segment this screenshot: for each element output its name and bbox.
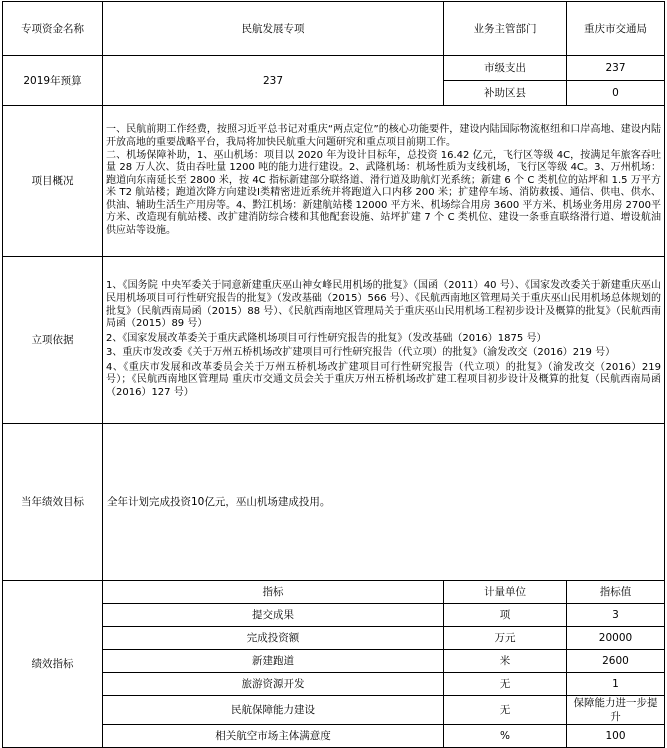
- performance-header-row: [3, 581, 665, 604]
- unit-cell: 无: [444, 673, 567, 696]
- unit-cell: %: [444, 725, 567, 748]
- annual-goal-text: 全年计划完成投资10亿元，巫山机场建成投用。: [103, 424, 665, 581]
- value-cell: 3: [567, 604, 665, 627]
- unit-cell: 米: [444, 650, 567, 673]
- indicator-cell: 新建跑道: [103, 650, 444, 673]
- table-row: [3, 604, 665, 627]
- district-subsidy-label: 补助区县: [444, 81, 567, 106]
- basis-text: [103, 257, 665, 424]
- indicator-cell: 完成投资额: [103, 627, 444, 650]
- city-expense-value: 237: [567, 56, 665, 81]
- value-cell: 20000: [567, 627, 665, 650]
- basis-label: 立项依据: [3, 257, 103, 424]
- value-cell: 100: [567, 725, 665, 748]
- table-row: [3, 673, 665, 696]
- indicator-cell: 民航保障能力建设: [103, 696, 444, 725]
- fund-name-label: 专项资金名称: [3, 2, 103, 56]
- overview-label: 项目概况: [3, 106, 103, 257]
- unit-cell: 项: [444, 604, 567, 627]
- annual-goal-label: 当年绩效目标: [3, 424, 103, 581]
- overview-row: [3, 106, 665, 257]
- overview-paragraph-1: 一、民航前期工作经费，按照习近平总书记对重庆“两点定位”的核心功能要件，建设内陆国际物流枢纽和口岸高地、建设内陆开放高地的重要战略平台，我局将加快民航重大问题研究和重点项目前期工作。: [106, 124, 661, 148]
- value-cell: 2600: [567, 650, 665, 673]
- performance-label: 绩效指标: [3, 581, 103, 748]
- overview-text: [103, 106, 665, 257]
- budget-label: 2019年预算: [3, 56, 103, 106]
- unit-cell: 万元: [444, 627, 567, 650]
- indicator-cell: 相关航空市场主体满意度: [103, 725, 444, 748]
- table-row: [3, 627, 665, 650]
- table-row: [3, 696, 665, 725]
- header-row: [3, 2, 665, 56]
- col-unit: 计量单位: [444, 581, 567, 604]
- dept-value: 重庆市交通局: [567, 2, 665, 56]
- basis-paragraph-1: 1、《国务院 中央军委关于同意新建重庆巫山神女峰民用机场的批复》（国函（2011）40 号）、《国家发改委关于新建重庆巫山民用机场项目可行性研究报告的批复》（发改基础（2015）566 号）、《民航西南地区管理局关于重庆巫山民用机场总体规划的批复》（民航西南局函（2015）88 号）、《民航西南地区管理局关于重庆巫山民用机场工程初步设计及概算的批复》（民航西南局函（2015）89 号）: [106, 280, 661, 330]
- basis-row: [3, 257, 665, 424]
- col-value: 指标值: [567, 581, 665, 604]
- budget-row-1: [3, 56, 665, 81]
- overview-paragraph-2: 二、机场保障补助，1、巫山机场：项目以 2020 年为设计目标年，总投资 16.42 亿元，飞行区等级 4C，按满足年旅客吞吐量 28 万人次、货由吞吐量 1200 吨的能力进行建设。2、武隆机场：机场性质为支线机场，飞行区等级 4C。3、万州机场：跑道向东南延长至 2800 米，按 4C 指标新建部分联络道、滑行道及助航灯光系统；新建 6 个 C 类机位的站坪和 1.5 万平方米 T2 航站楼；跑道次降方向建设Ⅰ类精密进近系统并将跑道入口内移 200 米；扩建停车场、消防救援、通信、供电、供水、供油、辅助生活生产用房等。4、黔江机场：新建航站楼 12000 平方米、机场综合用房 3600 平方米、机场业务用房 2700平方米、改造现有航站楼、改扩建消防综合楼和其他配套设施、站坪扩建 7 个 C 类机位、建设一条垂直联络滑行道、增设航油供应站等设施。: [106, 149, 661, 237]
- basis-paragraph-4: 4、《重庆市发展和改革委员会关于万州五桥机场改扩建项目可行性研究报告（代立项）的批复》（渝发改交（2016）219 号）；《民航西南地区管理局 重庆市交通文员会关于重庆万州五桥机场改扩建工程项目初步设计及概算的批复（民航西南局函（2016）127 号）: [106, 361, 661, 399]
- table-row: [3, 725, 665, 748]
- fund-table: [2, 1, 665, 748]
- value-cell: 保障能力进一步提升: [567, 696, 665, 725]
- budget-total: 237: [103, 56, 444, 106]
- basis-paragraph-2: 2、《国家发展改革委关于重庆武隆机场项目可行性研究报告的批复》（发改基础（2016）1875 号）: [106, 332, 547, 344]
- value-cell: 1: [567, 673, 665, 696]
- fund-name-value: 民航发展专项: [103, 2, 444, 56]
- indicator-cell: 提交成果: [103, 604, 444, 627]
- city-expense-label: 市级支出: [444, 56, 567, 81]
- district-subsidy-value: 0: [567, 81, 665, 106]
- indicator-cell: 旅游资源开发: [103, 673, 444, 696]
- unit-cell: 无: [444, 696, 567, 725]
- annual-goal-row: [3, 424, 665, 581]
- table-row: [3, 650, 665, 673]
- col-indicator: 指标: [103, 581, 444, 604]
- dept-label: 业务主管部门: [444, 2, 567, 56]
- basis-paragraph-3: 3、重庆市发改委《关于万州五桥机场改扩建项目可行性研究报告（代立项）的批复》（渝发改交（2016）219 号）: [106, 347, 616, 359]
